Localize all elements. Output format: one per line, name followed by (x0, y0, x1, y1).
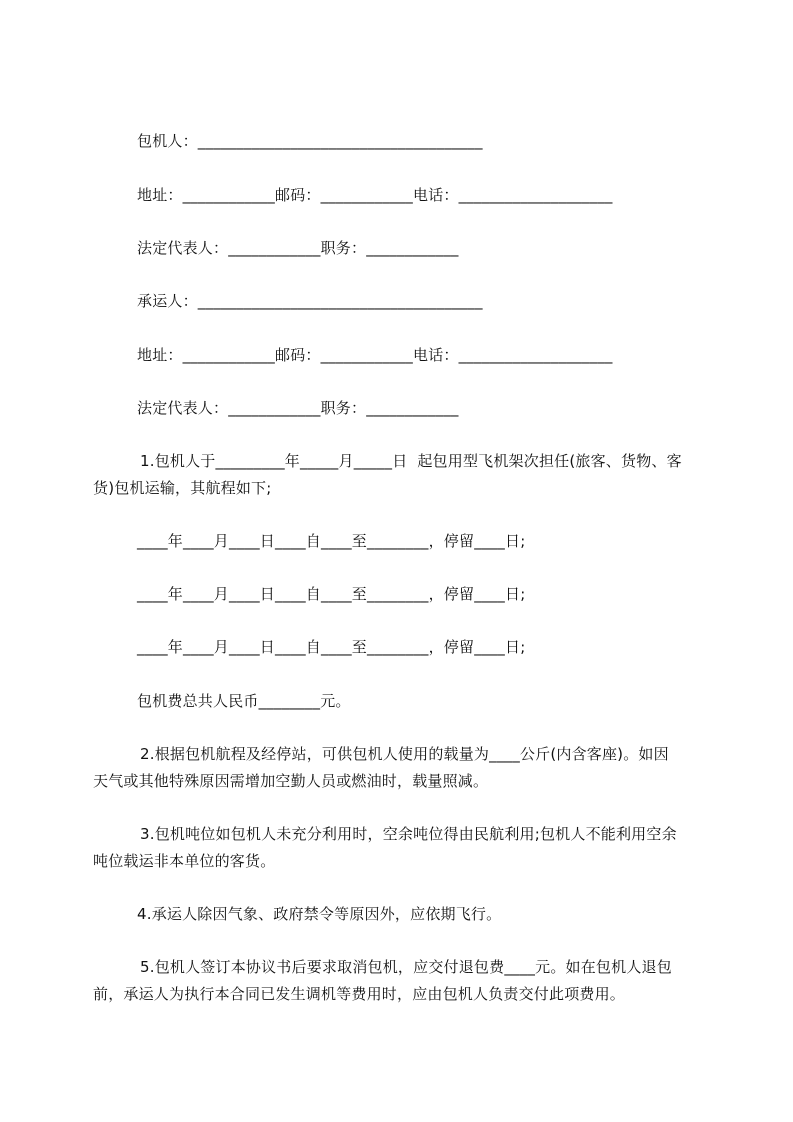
clause-1-line-2: 货)包机运输，其航程如下; (93, 479, 272, 497)
clause-3-line-2: 吨位载运非本单位的客货。 (93, 852, 276, 870)
route-line-1: ____年____月____日____自____至________，停留____日; (137, 532, 526, 550)
charterer-contact-line: 地址：____________邮码：____________电话：____________________ (137, 186, 613, 204)
clause-5-line-2: 前，承运人为执行本合同已发生调机等费用时，应由包机人负责交付此项费用。 (93, 985, 626, 1003)
carrier-line: 承运人：_____________________________________ (137, 292, 483, 310)
clause-2-line-2: 天气或其他特殊原因需增加空勤人员或燃油时，载量照减。 (93, 772, 489, 790)
carrier-contact-line: 地址：____________邮码：____________电话：____________________ (137, 346, 613, 364)
clause-1-line-1: 1.包机人于_________年_____月_____日 起包用型飞机架次担任(旅客、货物、客 (140, 452, 682, 470)
clause-2-line-1: 2.根据包机航程及经停站，可供包机人使用的载量为____公斤(内含客座)。如因 (140, 745, 669, 763)
route-line-2: ____年____月____日____自____至________，停留____日; (137, 585, 526, 603)
carrier-representative-line: 法定代表人：____________职务：____________ (137, 399, 459, 417)
clause-3-line-1: 3.包机吨位如包机人未充分利用时，空余吨位得由民航利用;包机人不能利用空余 (140, 825, 677, 843)
clause-5-line-1: 5.包机人签订本协议书后要求取消包机，应交付退包费____元。如在包机人退包 (140, 958, 672, 976)
charter-fee-line: 包机费总共人民币________元。 (137, 692, 351, 710)
clause-4-line: 4.承运人除因气象、政府禁令等原因外，应依期飞行。 (137, 905, 502, 923)
route-line-3: ____年____月____日____自____至________，停留____日; (137, 638, 526, 656)
charterer-representative-line: 法定代表人：____________职务：____________ (137, 239, 459, 257)
charterer-line: 包机人：_____________________________________ (137, 132, 483, 150)
